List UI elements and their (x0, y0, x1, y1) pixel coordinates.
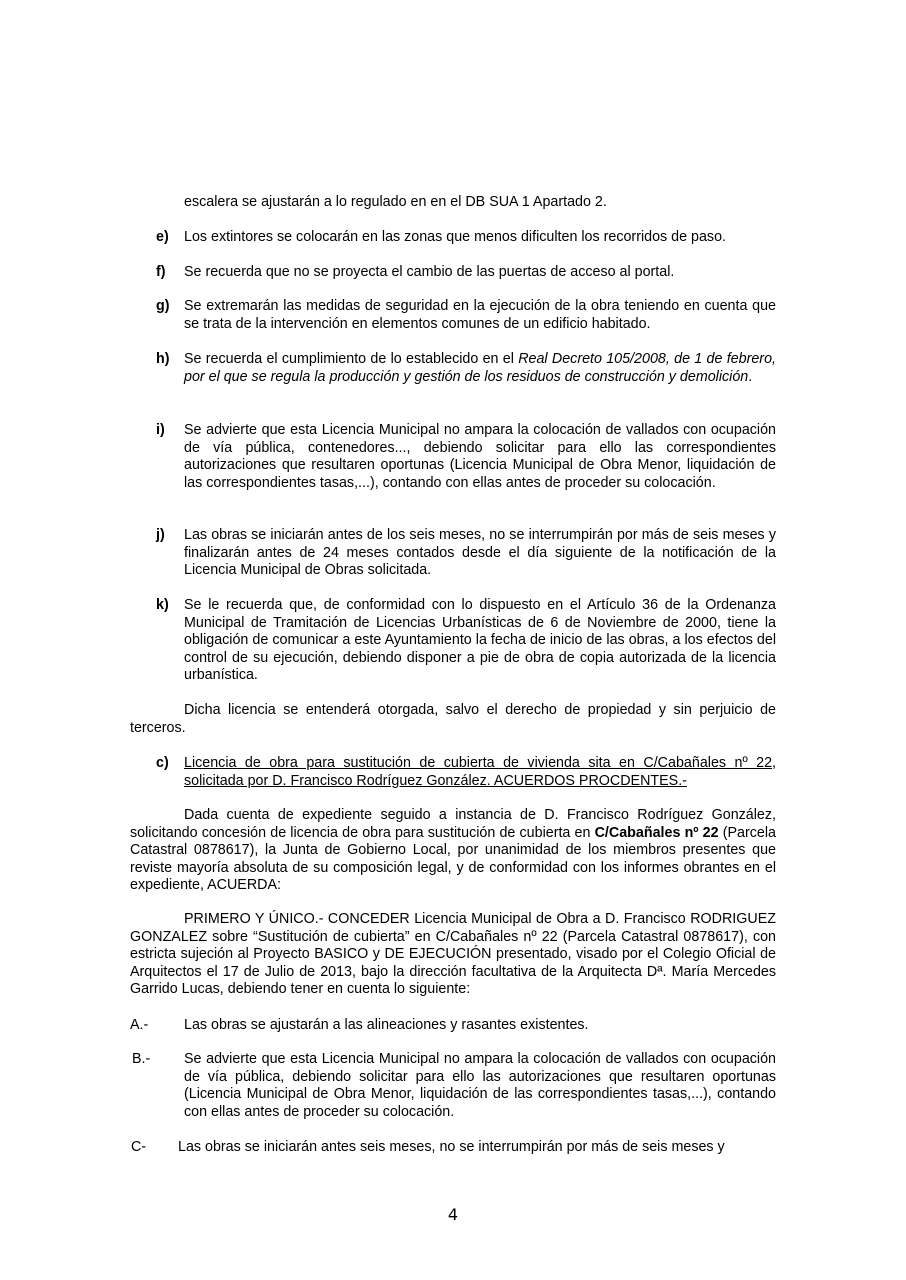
address-bold: C/Cabañales nº 22 (594, 824, 719, 841)
requirement-text: Las obras se iniciarán antes seis meses, no se interrumpirán por más de seis meses y (178, 1139, 725, 1155)
condition-label: i) (156, 422, 165, 438)
condition-text: Las obras se iniciarán antes de los seis meses, no se interrumpirán por más de seis meses y finalizarán antes de 24 meses contados desde el día siguiente de la notificación de la Licencia Municipal de Obras solicitada. (184, 527, 776, 579)
intro-paragraph (130, 807, 776, 895)
intro-text: Dada cuenta de expediente seguido a instancia de D. Francisco Rodríguez González, solicitando concesión de licencia de obra para sustitución de cubierta en (130, 807, 776, 841)
section-title: Licencia de obra para sustitución de cubierta de vivienda sita en C/Cabañales nº 22, solicitada por D. Francisco Rodríguez González. ACUERDOS PROCDENTES.- (184, 755, 776, 789)
condition-text: Se le recuerda que, de conformidad con lo dispuesto en el Artículo 36 de la Ordenanza Municipal de Tramitación de Licencias Urbanísticas de 6 de Noviembre de 2000, tiene la obligación de comunicar a este Ayuntamiento la fecha de inicio de las obras, a los efectos del control de su ejecución, debiendo disponer a pie de obra de copia autorizada de la licencia urbanística. (184, 597, 776, 684)
requirement-label: A.- (130, 1017, 149, 1033)
condition-label: j) (156, 527, 165, 543)
condition-text-plain: Se recuerda el cumplimiento de lo establecido en el (184, 351, 519, 367)
continuation-text: escalera se ajustarán a lo regulado en en el DB SUA 1 Apartado 2. (184, 194, 607, 210)
condition-item-i (156, 422, 776, 492)
section-c-heading (156, 755, 776, 790)
requirement-label: B.- (132, 1051, 151, 1067)
condition-item-f (156, 264, 776, 282)
condition-label: g) (156, 298, 170, 314)
condition-item-e (156, 229, 776, 247)
condition-label: k) (156, 597, 169, 613)
condition-text: Los extintores se colocarán en las zonas que menos dificulten los recorridos de paso. (184, 229, 726, 245)
condition-item-j (156, 527, 776, 580)
condition-item-k (156, 597, 776, 685)
condition-text: Se advierte que esta Licencia Municipal no ampara la colocación de vallados con ocupación de vía pública, contenedores..., debiendo solicitar para ello las correspondientes autorizaciones que resultaren oportunas (Licencia Municipal de Obra Menor, liquidación de las correspondientes tasas,...), contando con ellas antes de proceder su colocación. (184, 422, 776, 491)
closing-paragraph: Dicha licencia se entenderá otorgada, salvo el derecho de propiedad y sin perjuicio de terceros. (130, 702, 776, 736)
resolution-paragraph: PRIMERO Y ÚNICO.- CONCEDER Licencia Municipal de Obra a D. Francisco RODRIGUEZ GONZALEZ sobre “Sustitución de cubierta” en C/Cabañales nº 22 (Parcela Catastral 0878617), con estricta sujeción al Proyecto BASICO y DE EJECUCIÓN presentado, visado por el Colegio Oficial de Arquitectos el 17 de Julio de 2013, bajo la dirección facultativa de la Arquitecta Dª. María Mercedes Garrido Lucas, debiendo tener en cuenta lo siguiente: (130, 911, 776, 998)
requirement-text: Se advierte que esta Licencia Municipal no ampara la colocación de vallados con ocupación de vía pública, debiendo solicitar para ello las autorizaciones que resultaren oportunas (Licencia Municipal de Obra Menor, liquidación de las correspondientes tasas,...), contando con ellas antes de proceder su colocación. (184, 1051, 776, 1120)
condition-text: Se recuerda que no se proyecta el cambio de las puertas de acceso al portal. (184, 264, 675, 280)
condition-item-g (156, 298, 776, 333)
condition-label: h) (156, 351, 170, 367)
requirement-b (130, 1051, 776, 1121)
page-number: 4 (447, 1205, 459, 1224)
section-label: c) (156, 755, 169, 771)
condition-label: e) (156, 229, 169, 245)
intro-text-end: (Parcela Catastral 0878617), la Junta de Gobierno Local, por unanimidad de los miembros presentes que reviste mayoría absoluta de su composición legal, y de conformidad con los informes obrantes en el expediente, ACUERDA: (130, 824, 776, 894)
condition-label: f) (156, 264, 166, 280)
condition-text: Se extremarán las medidas de seguridad en la ejecución de la obra teniendo en cuenta que se trata de la intervención en elementos comunes de un edificio habitado. (184, 298, 776, 332)
requirement-label: C- (131, 1139, 147, 1155)
requirement-a (130, 1017, 776, 1035)
condition-item-h (156, 351, 776, 386)
legal-reference: Real Decreto 105/2008, de 1 de febrero, por el que se regula la producción y gestión de los residuos de construcción y demolición (184, 351, 776, 385)
condition-text (184, 351, 776, 386)
requirement-c (130, 1139, 776, 1157)
requirement-text: Las obras se ajustarán a las alineaciones y rasantes existentes. (184, 1017, 589, 1033)
condition-text-end: . (748, 368, 753, 385)
